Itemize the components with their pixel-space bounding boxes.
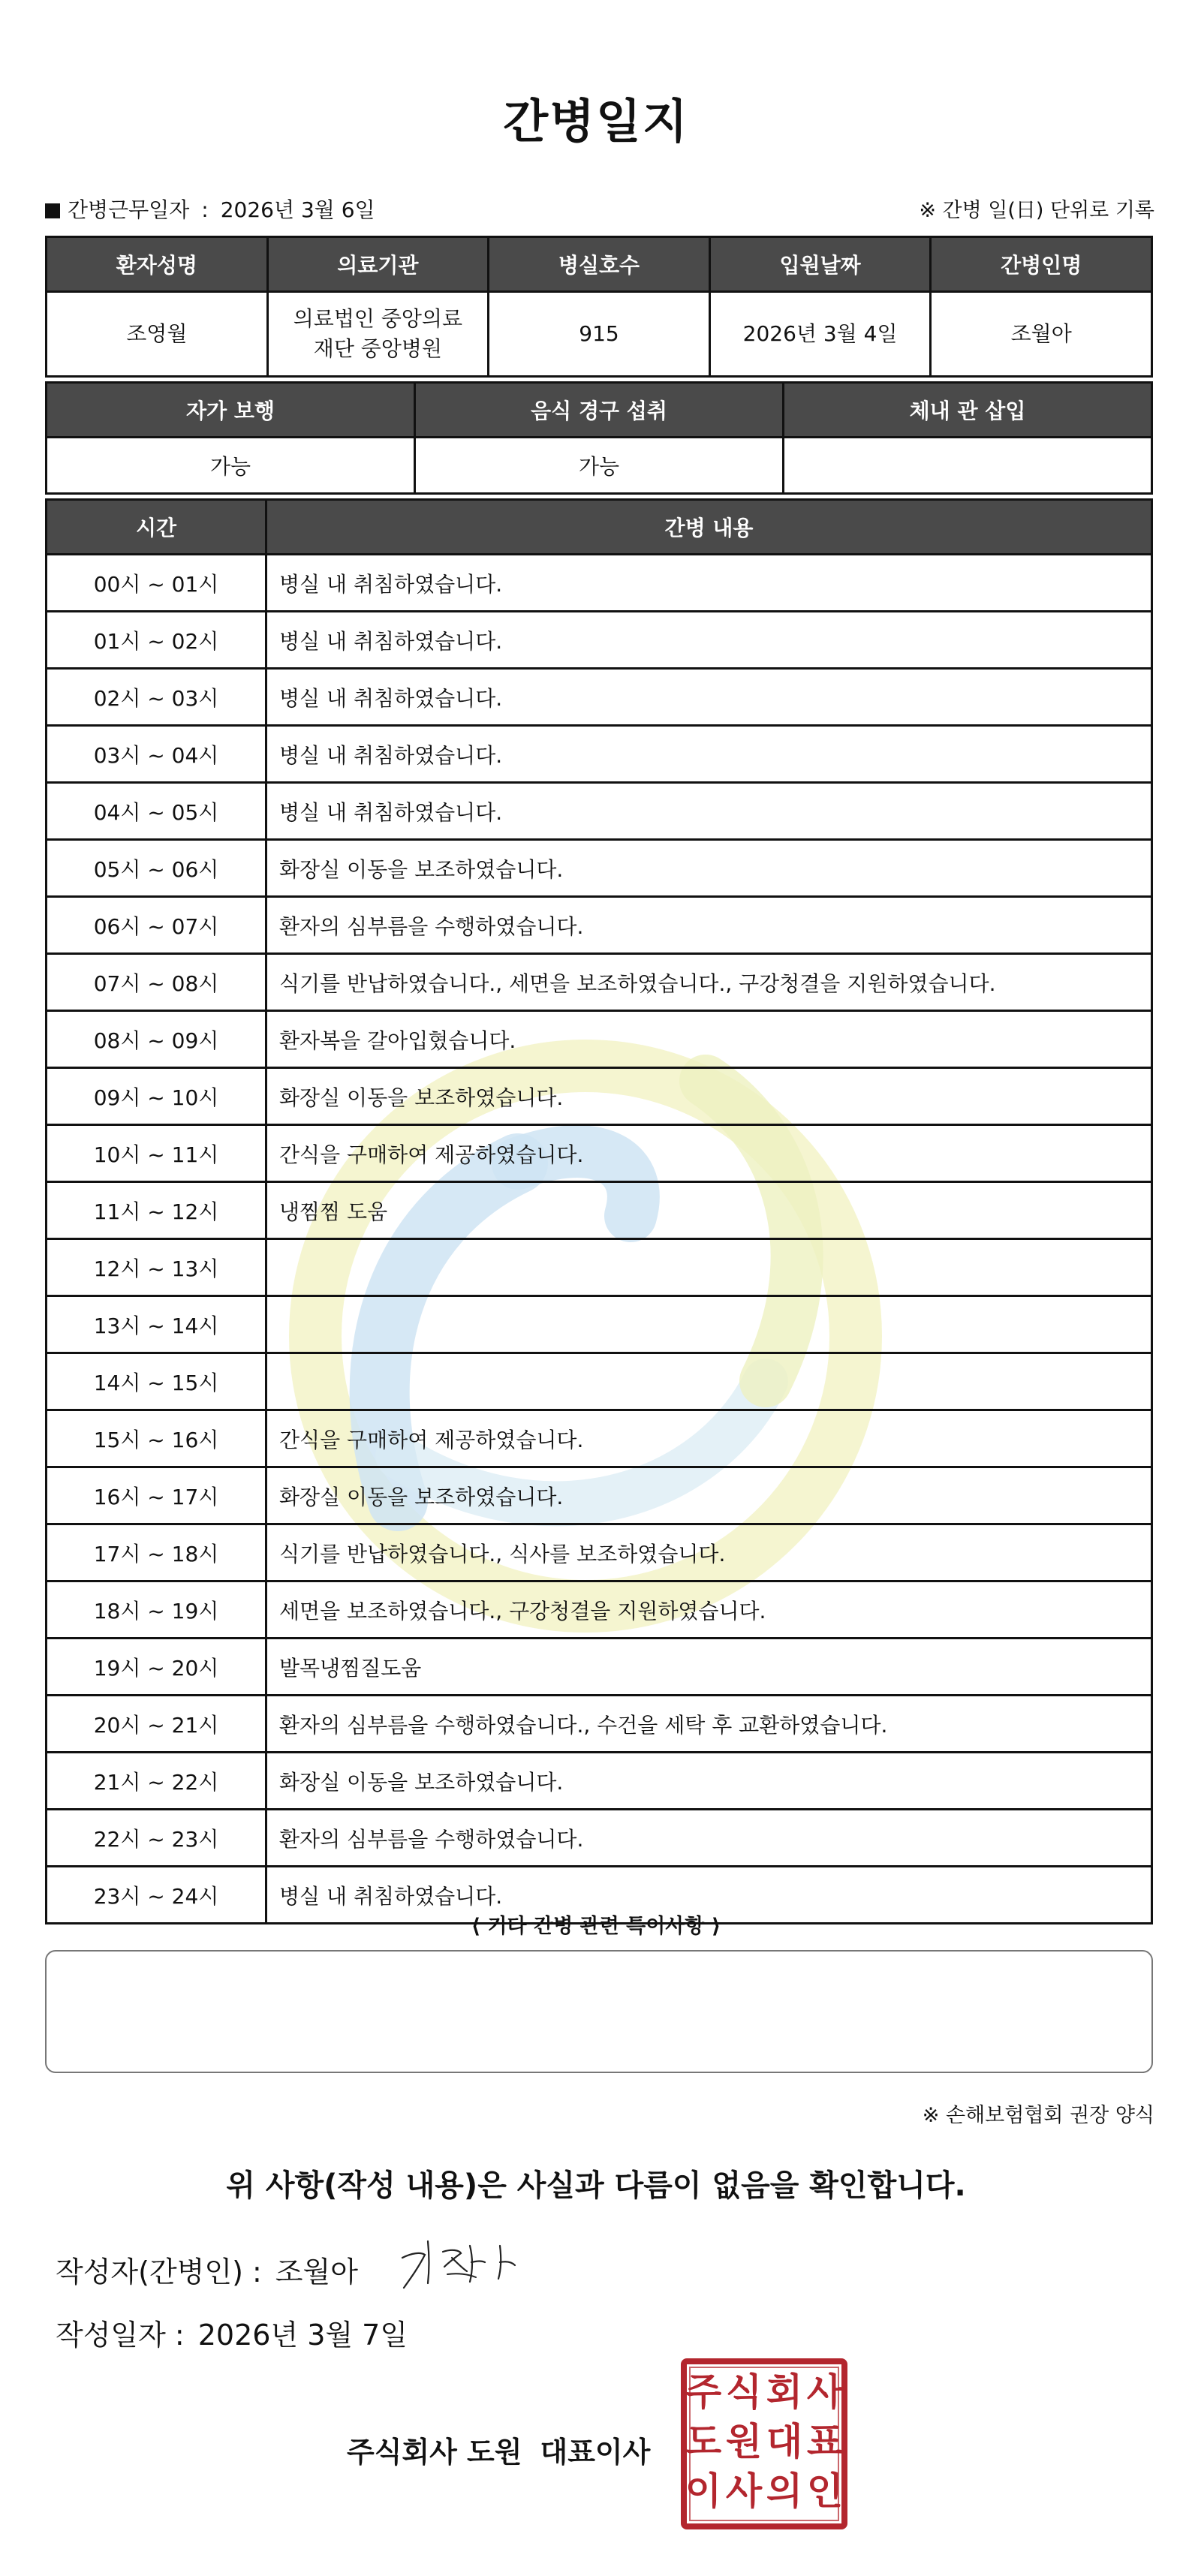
header-time: 시간 bbox=[47, 500, 266, 555]
log-time: 03시 ~ 04시 bbox=[47, 726, 266, 783]
tube-insertion-value bbox=[784, 438, 1152, 494]
log-time: 17시 ~ 18시 bbox=[47, 1524, 266, 1581]
log-row bbox=[47, 1524, 1152, 1581]
log-row bbox=[47, 1810, 1152, 1867]
log-content: 냉찜찜 도움 bbox=[266, 1182, 1152, 1239]
log-row bbox=[47, 840, 1152, 897]
log-row bbox=[47, 612, 1152, 669]
log-content bbox=[266, 1239, 1152, 1296]
log-row bbox=[47, 1696, 1152, 1753]
log-row bbox=[47, 897, 1152, 954]
log-time: 23시 ~ 24시 bbox=[47, 1867, 266, 1924]
header-hospital: 의료기관 bbox=[267, 237, 489, 292]
patient-info-table bbox=[45, 236, 1153, 378]
hospital-name: 의료법인 중앙의료재단 중앙병원 bbox=[267, 292, 489, 377]
handwritten-signature bbox=[395, 2235, 530, 2292]
ceo-label: 대표이사 bbox=[540, 2436, 651, 2469]
special-notes-title: ⟨ 기타 간병 관련 특이사항 ⟩ bbox=[471, 1915, 721, 1938]
admission-date: 2026년 3월 4일 bbox=[709, 292, 931, 377]
log-row bbox=[47, 726, 1152, 783]
log-time: 19시 ~ 20시 bbox=[47, 1639, 266, 1696]
care-log-table bbox=[45, 498, 1153, 1924]
header-admission-date: 입원날짜 bbox=[709, 237, 931, 292]
confirmation-statement: 위 사항(작성 내용)은 사실과 다름이 없음을 확인합니다. bbox=[226, 2168, 966, 2203]
work-date-label: 간병근무일자 bbox=[68, 197, 190, 222]
log-row bbox=[47, 1068, 1152, 1125]
log-time: 08시 ~ 09시 bbox=[47, 1011, 266, 1068]
seal-glyph: 사 bbox=[806, 2370, 844, 2414]
writer-label: 작성자(간병인) : bbox=[56, 2256, 262, 2289]
log-content: 병실 내 취침하였습니다. bbox=[266, 1867, 1152, 1924]
company-row bbox=[347, 2429, 650, 2470]
room-number: 915 bbox=[489, 292, 710, 377]
log-row bbox=[47, 1296, 1152, 1353]
header-room-number: 병실호수 bbox=[489, 237, 710, 292]
log-content: 환자복을 갈아입혔습니다. bbox=[266, 1011, 1152, 1068]
log-content: 화장실 이동을 보조하였습니다. bbox=[266, 1753, 1152, 1810]
log-time: 09시 ~ 10시 bbox=[47, 1068, 266, 1125]
seal-glyph: 주 bbox=[685, 2370, 722, 2414]
log-row bbox=[47, 1467, 1152, 1524]
log-time: 20시 ~ 21시 bbox=[47, 1696, 266, 1753]
log-row bbox=[47, 555, 1152, 612]
log-time: 06시 ~ 07시 bbox=[47, 897, 266, 954]
log-time: 21시 ~ 22시 bbox=[47, 1753, 266, 1810]
log-time: 15시 ~ 16시 bbox=[47, 1410, 266, 1467]
square-bullet-icon bbox=[45, 203, 60, 218]
log-row bbox=[47, 1581, 1152, 1639]
association-note: ※ 손해보험협회 권장 양식 bbox=[922, 2104, 1154, 2127]
write-date-label: 작성일자 : bbox=[56, 2319, 185, 2352]
work-date-row bbox=[45, 194, 375, 224]
company-seal-stamp bbox=[679, 2357, 849, 2531]
log-content: 병실 내 취침하였습니다. bbox=[266, 783, 1152, 840]
log-content bbox=[266, 1296, 1152, 1353]
log-content: 환자의 심부름을 수행하였습니다., 수건을 세탁 후 교환하였습니다. bbox=[266, 1696, 1152, 1753]
log-content: 환자의 심부름을 수행하였습니다. bbox=[266, 1810, 1152, 1867]
log-row bbox=[47, 783, 1152, 840]
log-content bbox=[266, 1353, 1152, 1410]
log-time: 10시 ~ 11시 bbox=[47, 1125, 266, 1182]
self-walking-value: 가능 bbox=[47, 438, 415, 494]
write-date-value: 2026년 3월 7일 bbox=[197, 2319, 408, 2352]
log-row bbox=[47, 1353, 1152, 1410]
log-time: 22시 ~ 23시 bbox=[47, 1810, 266, 1867]
seal-glyph: 사 bbox=[725, 2469, 763, 2513]
log-content: 병실 내 취침하였습니다. bbox=[266, 726, 1152, 783]
log-content: 환자의 심부름을 수행하였습니다. bbox=[266, 897, 1152, 954]
seal-glyph: 원 bbox=[725, 2420, 763, 2463]
log-time: 05시 ~ 06시 bbox=[47, 840, 266, 897]
header-care-content: 간병 내용 bbox=[266, 500, 1152, 555]
log-time: 11시 ~ 12시 bbox=[47, 1182, 266, 1239]
log-content: 병실 내 취침하였습니다. bbox=[266, 555, 1152, 612]
log-content: 화장실 이동을 보조하였습니다. bbox=[266, 1068, 1152, 1125]
log-row bbox=[47, 1011, 1152, 1068]
log-time: 07시 ~ 08시 bbox=[47, 954, 266, 1011]
patient-status-table bbox=[45, 381, 1153, 495]
oral-intake-value: 가능 bbox=[415, 438, 784, 494]
log-row bbox=[47, 1125, 1152, 1182]
log-row bbox=[47, 1753, 1152, 1810]
log-time: 16시 ~ 17시 bbox=[47, 1467, 266, 1524]
writer-name: 조월아 bbox=[275, 2256, 358, 2289]
log-time: 18시 ~ 19시 bbox=[47, 1581, 266, 1639]
log-row bbox=[47, 1639, 1152, 1696]
header-tube-insertion: 체내 관 삽입 bbox=[784, 383, 1152, 438]
log-content: 발목냉찜질도움 bbox=[266, 1639, 1152, 1696]
record-note: ※ 간병 일(日) 단위로 기록 bbox=[919, 199, 1154, 222]
log-content: 간식을 구매하여 제공하였습니다. bbox=[266, 1410, 1152, 1467]
log-content: 병실 내 취침하였습니다. bbox=[266, 669, 1152, 726]
header-oral-intake: 음식 경구 섭취 bbox=[415, 383, 784, 438]
log-content: 화장실 이동을 보조하였습니다. bbox=[266, 1467, 1152, 1524]
log-row bbox=[47, 1239, 1152, 1296]
company-name: 주식회사 도원 bbox=[347, 2436, 522, 2469]
seal-glyph: 회 bbox=[766, 2370, 803, 2414]
writer-row bbox=[56, 2249, 358, 2290]
log-content: 화장실 이동을 보조하였습니다. bbox=[266, 840, 1152, 897]
work-date-value: 2026년 3월 6일 bbox=[220, 197, 375, 222]
log-time: 02시 ~ 03시 bbox=[47, 669, 266, 726]
write-date-row bbox=[56, 2312, 408, 2353]
log-row bbox=[47, 954, 1152, 1011]
seal-glyph: 식 bbox=[725, 2370, 763, 2414]
header-self-walking: 자가 보행 bbox=[47, 383, 415, 438]
log-time: 04시 ~ 05시 bbox=[47, 783, 266, 840]
log-content: 간식을 구매하여 제공하였습니다. bbox=[266, 1125, 1152, 1182]
seal-glyph: 대 bbox=[766, 2420, 803, 2463]
work-date-separator: : bbox=[201, 197, 209, 222]
seal-glyph: 도 bbox=[685, 2420, 722, 2463]
log-time: 01시 ~ 02시 bbox=[47, 612, 266, 669]
log-content: 병실 내 취침하였습니다. bbox=[266, 612, 1152, 669]
seal-glyph: 인 bbox=[806, 2469, 844, 2513]
seal-glyph: 이 bbox=[685, 2469, 722, 2513]
special-notes-box bbox=[45, 1950, 1153, 2073]
header-caregiver-name: 간병인명 bbox=[931, 237, 1152, 292]
log-row bbox=[47, 1182, 1152, 1239]
caregiver-name: 조월아 bbox=[931, 292, 1152, 377]
log-time: 12시 ~ 13시 bbox=[47, 1239, 266, 1296]
header-patient-name: 환자성명 bbox=[47, 237, 268, 292]
seal-glyph: 표 bbox=[806, 2420, 844, 2463]
document-title: 간병일지 bbox=[503, 94, 689, 149]
log-content: 식기를 반납하였습니다., 세면을 보조하였습니다., 구강청결을 지원하였습니다. bbox=[266, 954, 1152, 1011]
log-content: 세면을 보조하였습니다., 구강청결을 지원하였습니다. bbox=[266, 1581, 1152, 1639]
log-time: 00시 ~ 01시 bbox=[47, 555, 266, 612]
log-row bbox=[47, 669, 1152, 726]
log-row bbox=[47, 1410, 1152, 1467]
seal-glyph: 의 bbox=[766, 2469, 803, 2513]
log-content: 식기를 반납하였습니다., 식사를 보조하였습니다. bbox=[266, 1524, 1152, 1581]
patient-name: 조영월 bbox=[47, 292, 268, 377]
log-time: 13시 ~ 14시 bbox=[47, 1296, 266, 1353]
log-time: 14시 ~ 15시 bbox=[47, 1353, 266, 1410]
